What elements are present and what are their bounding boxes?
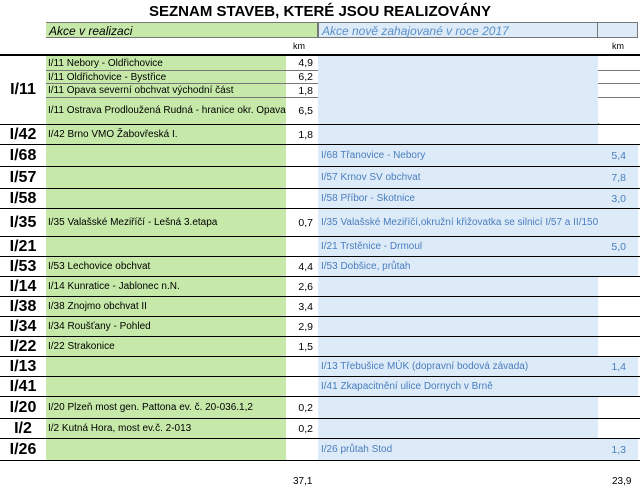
in-progress-km: 3,4 xyxy=(298,300,313,313)
in-progress-km-cell xyxy=(286,317,320,336)
new-project-km-subcell xyxy=(598,56,640,71)
table-row xyxy=(0,257,640,277)
new-project-km-subcell xyxy=(598,71,640,84)
table-row xyxy=(0,209,640,237)
in-progress-name: I/2 Kutná Hora, most ev.č. 2-013 xyxy=(48,423,192,434)
new-project-cell xyxy=(318,277,599,296)
in-progress-km-cell xyxy=(286,237,320,256)
in-progress-cell xyxy=(46,167,287,188)
road-number: I/20 xyxy=(0,397,48,418)
in-progress-km-cell xyxy=(286,439,320,460)
new-project-name: I/26 průtah Stod xyxy=(321,444,393,455)
table-row xyxy=(0,357,640,377)
in-progress-name: I/11 Ostrava Prodloužená Rudná - hranice okr. Opava xyxy=(48,105,286,116)
in-progress-cell xyxy=(46,277,287,296)
in-progress-name: I/42 Brno VMO Žabovřeská I. xyxy=(48,129,178,140)
in-progress-km: 0,2 xyxy=(298,422,313,435)
in-progress-name: I/20 Plzeň most gen. Pattona ev. č. 20-036.1,2 xyxy=(48,402,253,413)
construction-table xyxy=(0,54,640,461)
in-progress-km-cell xyxy=(286,377,320,396)
new-project-km: 7,8 xyxy=(611,171,626,184)
in-progress-km-cell xyxy=(286,125,320,144)
road-number: I/57 xyxy=(0,167,48,188)
new-project-cell xyxy=(318,439,599,460)
total-right-km: 23,9 xyxy=(612,476,632,487)
table-row xyxy=(0,317,640,337)
road-number: I/13 xyxy=(0,357,48,376)
in-progress-km: 1,8 xyxy=(286,84,318,98)
in-progress-km xyxy=(286,145,318,166)
in-progress-name: I/11 Oldřichovice - Bystřice xyxy=(46,71,286,84)
new-project-km: 5,0 xyxy=(611,240,626,253)
in-progress-cell xyxy=(46,419,287,438)
new-project-km-cell xyxy=(598,297,638,316)
in-progress-km-cell xyxy=(286,209,320,236)
in-progress-name xyxy=(46,145,286,166)
road-number: I/22 xyxy=(0,337,48,356)
new-project-km-cell xyxy=(598,209,638,236)
in-progress-km: 2,9 xyxy=(298,320,313,333)
in-progress-cell xyxy=(46,145,287,166)
in-progress-name xyxy=(46,167,286,188)
new-project-km-cell xyxy=(598,377,638,396)
in-progress-name: I/14 Kunratice - Jablonec n.N. xyxy=(48,281,180,292)
header-new-2017: Akce nově zahajované v roce 2017 xyxy=(318,22,598,38)
road-number: I/58 xyxy=(0,189,48,208)
new-project-cell xyxy=(318,297,599,316)
new-project-km-cell xyxy=(598,145,638,166)
new-project-name: I/57 Krnov SV obchvat xyxy=(321,172,421,183)
in-progress-name: I/38 Znojmo obchvat II xyxy=(48,301,147,312)
new-project-km: 1,3 xyxy=(611,443,626,456)
new-project-cell xyxy=(318,209,599,236)
new-project-name: I/21 Trstěnice - Drmoul xyxy=(321,241,423,252)
in-progress-cell xyxy=(46,209,287,236)
in-progress-km-cell xyxy=(286,337,320,356)
in-progress-km: 2,6 xyxy=(298,280,313,293)
road-number: I/26 xyxy=(0,439,48,460)
new-project-cell xyxy=(318,397,599,418)
road-number: I/14 xyxy=(0,277,48,296)
in-progress-cell xyxy=(46,357,287,376)
table-row xyxy=(0,56,640,125)
new-project-name: I/53 Dobšice, průtah xyxy=(321,261,411,272)
in-progress-cell xyxy=(46,439,287,460)
header-in-progress: Akce v realizaci xyxy=(46,22,286,38)
new-project-name: I/41 Zkapacitnění ulice Dornych v Brně xyxy=(321,381,493,392)
new-project-cell xyxy=(318,56,599,124)
in-progress-km: 1,5 xyxy=(298,340,313,353)
in-progress-km xyxy=(286,377,318,396)
in-progress-km-cell xyxy=(286,257,320,276)
new-project-km-cell xyxy=(598,257,638,276)
in-progress-name: I/22 Strakonice xyxy=(48,341,115,352)
unit-right: km xyxy=(612,41,624,51)
in-progress-km-cell xyxy=(286,167,320,188)
table-row xyxy=(0,145,640,167)
in-progress-name: I/35 Valašské Meziříčí - Lešná 3.etapa xyxy=(48,217,218,228)
new-project-km-subcell xyxy=(598,98,640,123)
in-progress-name: I/53 Lechovice obchvat xyxy=(48,261,151,272)
new-project-cell xyxy=(318,257,599,276)
header-in-progress-km-cell xyxy=(286,22,318,38)
in-progress-km: 0,2 xyxy=(298,401,313,414)
new-project-km-subcell xyxy=(598,84,640,98)
in-progress-cell xyxy=(46,317,287,336)
in-progress-name xyxy=(46,237,286,256)
new-project-km: 1,4 xyxy=(611,360,626,373)
in-progress-name: I/34 Roušťany - Pohled xyxy=(48,321,151,332)
new-project-cell xyxy=(318,337,599,356)
in-progress-km-cell xyxy=(286,297,320,316)
table-row xyxy=(0,377,640,397)
new-project-km-cell xyxy=(598,167,638,188)
in-progress-name xyxy=(46,189,286,208)
page-title: SEZNAM STAVEB, KTERÉ JSOU REALIZOVÁNY xyxy=(149,3,491,20)
new-project-cell xyxy=(318,145,599,166)
road-number: I/21 xyxy=(0,237,48,256)
total-left-km: 37,1 xyxy=(293,476,313,487)
table-row xyxy=(0,397,640,419)
new-project-name: I/68 Třanovice - Nebory xyxy=(321,150,426,161)
new-project-km-cell xyxy=(598,125,638,144)
table-row xyxy=(0,125,640,145)
new-project-km-cell xyxy=(598,439,638,460)
road-number: I/35 xyxy=(0,209,48,236)
in-progress-cell xyxy=(46,337,287,356)
new-project-name: I/13 Třebušice MÚK (dopravní bodová závada) xyxy=(321,361,529,372)
in-progress-cell xyxy=(46,297,287,316)
in-progress-km: 0,7 xyxy=(298,216,313,229)
in-progress-name xyxy=(46,439,286,460)
in-progress-name: I/11 Nebory - Oldřichovice xyxy=(46,56,286,71)
table-row xyxy=(0,337,640,357)
new-project-km: 3,0 xyxy=(611,192,626,205)
road-number: I/68 xyxy=(0,145,48,166)
new-project-cell xyxy=(318,167,599,188)
new-project-km-cell xyxy=(598,357,638,376)
new-project-km-cell xyxy=(598,56,640,124)
in-progress-cell xyxy=(46,56,287,124)
new-project-cell xyxy=(318,317,599,336)
in-progress-km xyxy=(286,357,318,376)
in-progress-km: 4,9 xyxy=(286,56,318,71)
road-number: I/38 xyxy=(0,297,48,316)
in-progress-cell xyxy=(46,377,287,396)
in-progress-km xyxy=(286,189,318,208)
in-progress-km-cell xyxy=(286,397,320,418)
new-project-km-cell xyxy=(598,397,638,418)
new-project-km: 5,4 xyxy=(611,149,626,162)
new-project-cell xyxy=(318,357,599,376)
in-progress-km xyxy=(286,167,318,188)
road-number: I/53 xyxy=(0,257,48,276)
in-progress-km-cell xyxy=(286,189,320,208)
in-progress-name: I/11 Opava severní obchvat východní část xyxy=(46,84,286,98)
road-number: I/2 xyxy=(0,419,48,438)
in-progress-km: 6,2 xyxy=(286,71,318,84)
new-project-cell xyxy=(318,125,599,144)
unit-left: km xyxy=(293,41,305,51)
new-project-km-cell xyxy=(598,419,638,438)
road-number: I/34 xyxy=(0,317,48,336)
new-project-name: I/58 Příbor - Skotnice xyxy=(321,193,415,204)
in-progress-km-cell xyxy=(286,145,320,166)
in-progress-km-cell xyxy=(286,56,320,124)
table-row xyxy=(0,419,640,439)
table-row xyxy=(0,167,640,189)
in-progress-km: 6,5 xyxy=(298,104,313,117)
in-progress-cell xyxy=(46,257,287,276)
new-project-name: I/35 Valašské Meziříčí,okružní křižovatka se silnicí I/57 a II/150 xyxy=(321,217,599,228)
table-row xyxy=(0,277,640,297)
new-project-km-cell xyxy=(598,317,638,336)
table-row xyxy=(0,439,640,461)
in-progress-km-cell xyxy=(286,419,320,438)
new-project-km-cell xyxy=(598,237,638,256)
new-project-km-cell xyxy=(598,337,638,356)
in-progress-km: 1,8 xyxy=(298,128,313,141)
in-progress-km xyxy=(286,439,318,460)
new-project-cell xyxy=(318,377,599,396)
in-progress-km: 4,4 xyxy=(298,260,313,273)
table-row xyxy=(0,297,640,317)
in-progress-name xyxy=(46,357,286,376)
road-number: I/11 xyxy=(0,56,48,124)
in-progress-km-cell xyxy=(286,357,320,376)
in-progress-cell xyxy=(46,125,287,144)
in-progress-cell xyxy=(46,189,287,208)
table-row xyxy=(0,237,640,257)
road-number: I/42 xyxy=(0,125,48,144)
in-progress-cell xyxy=(46,237,287,256)
new-project-km-cell xyxy=(598,189,638,208)
table-row xyxy=(0,189,640,209)
new-project-cell xyxy=(318,237,599,256)
new-project-cell xyxy=(318,189,599,208)
new-project-km-cell xyxy=(598,277,638,296)
in-progress-cell xyxy=(46,397,287,418)
header-new-km-cell xyxy=(598,22,638,38)
in-progress-name xyxy=(46,377,286,396)
in-progress-km xyxy=(286,237,318,256)
in-progress-km-cell xyxy=(286,277,320,296)
new-project-cell xyxy=(318,419,599,438)
road-number: I/41 xyxy=(0,377,48,396)
